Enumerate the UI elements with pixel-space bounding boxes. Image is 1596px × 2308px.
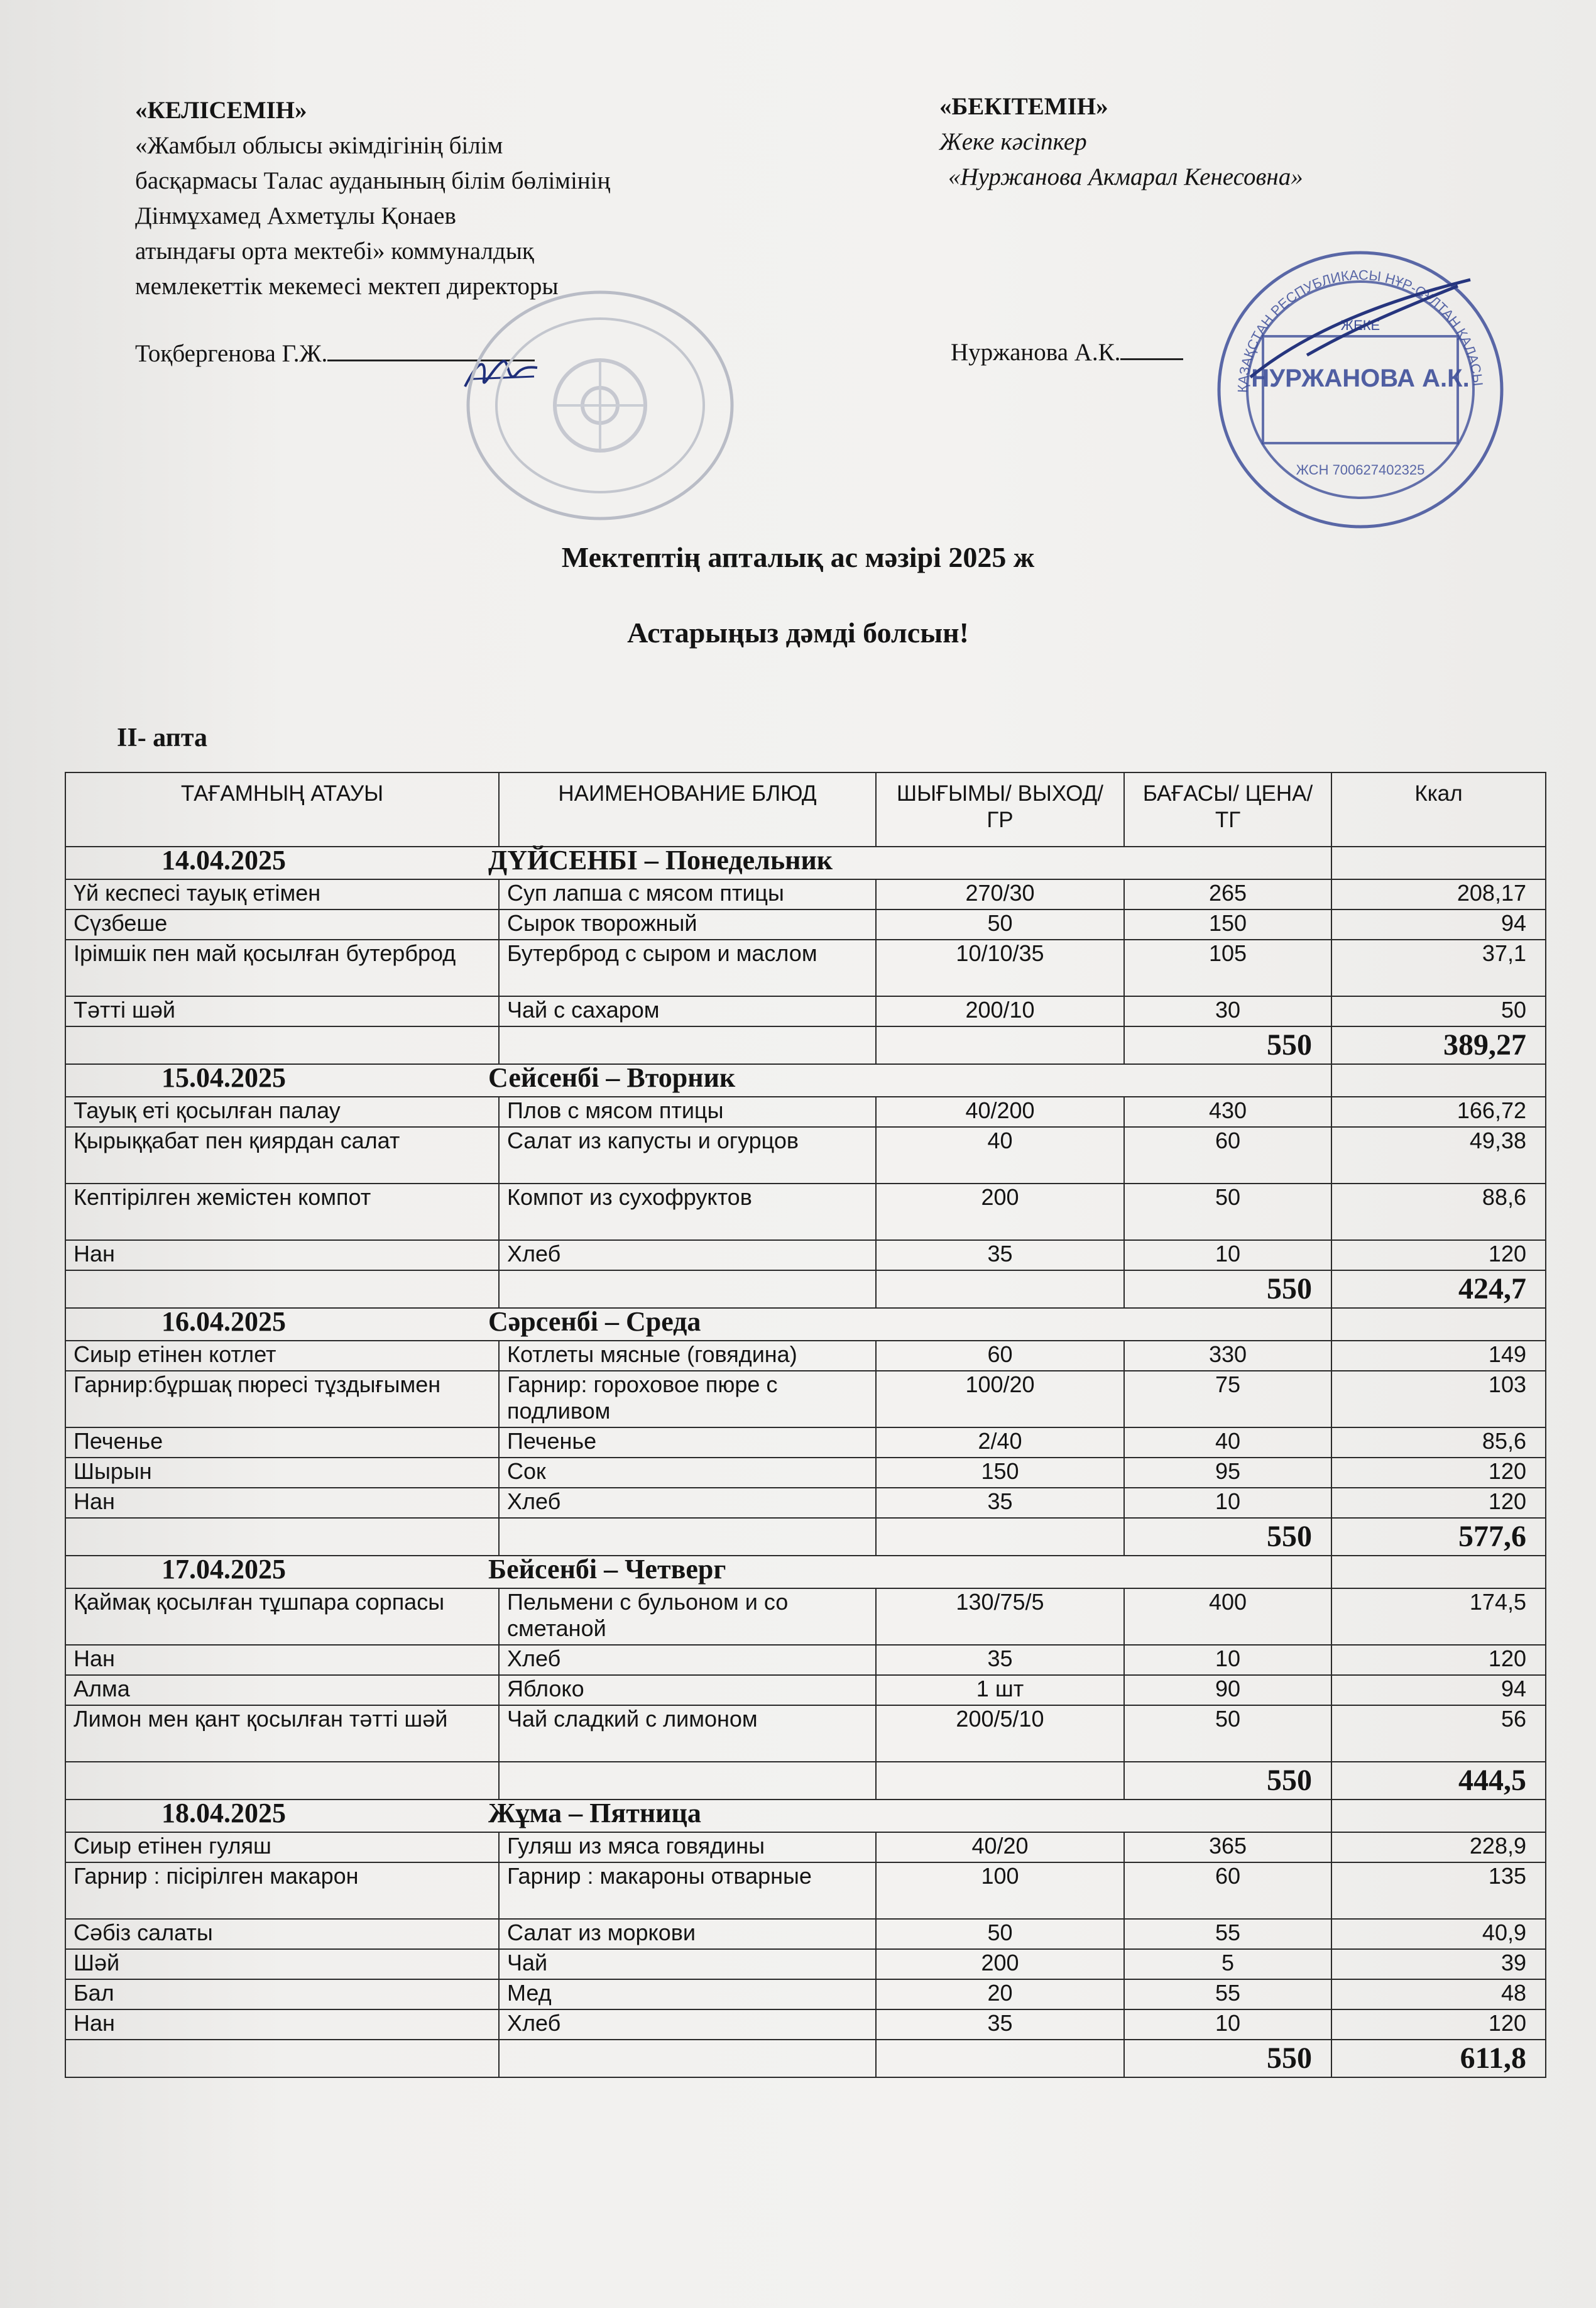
dish-name-kazakh: Тәтті шәй (65, 996, 499, 1026)
price-cell: 105 (1124, 940, 1331, 996)
table-cell (499, 1518, 876, 1556)
table-cell (65, 1270, 499, 1308)
dish-name-kazakh: Нан (65, 1645, 499, 1675)
price-cell: 40 (1124, 1427, 1331, 1458)
table-cell (65, 2040, 499, 2077)
table-cell (1331, 1064, 1546, 1097)
kcal-cell: 49,38 (1331, 1127, 1546, 1184)
price-cell: 10 (1124, 1488, 1331, 1518)
day-header-cell (65, 1556, 1331, 1588)
day-header-cell (65, 1800, 1331, 1832)
price-cell: 330 (1124, 1341, 1331, 1371)
table-row (65, 2009, 1546, 2040)
portion-cell: 40 (876, 1127, 1124, 1184)
kcal-cell: 120 (1331, 2009, 1546, 2040)
day-header-row (65, 1556, 1546, 1588)
portion-cell: 100 (876, 1862, 1124, 1919)
portion-cell: 2/40 (876, 1427, 1124, 1458)
price-cell: 55 (1124, 1919, 1331, 1949)
table-row (65, 879, 1546, 909)
table-row (65, 909, 1546, 940)
table-row (65, 1588, 1546, 1645)
portion-cell: 60 (876, 1341, 1124, 1371)
price-cell: 430 (1124, 1097, 1331, 1127)
table-row (65, 1645, 1546, 1675)
kcal-cell: 94 (1331, 1675, 1546, 1705)
portion-cell: 50 (876, 1919, 1124, 1949)
day-date: 18.04.2025 (161, 1798, 286, 1828)
table-cell (1331, 1308, 1546, 1341)
price-cell: 50 (1124, 1184, 1331, 1240)
week-label: II- апта (117, 723, 207, 752)
kcal-cell: 48 (1331, 1979, 1546, 2009)
price-cell: 10 (1124, 2009, 1331, 2040)
day-header-row (65, 1308, 1546, 1341)
kcal-cell: 135 (1331, 1862, 1546, 1919)
approval-right-line: Жеке кәсіпкер (939, 128, 1087, 155)
dish-name-kazakh: Печенье (65, 1427, 499, 1458)
portion-cell: 200/5/10 (876, 1705, 1124, 1762)
price-cell: 150 (1124, 909, 1331, 940)
column-header: БАҒАСЫ/ ЦЕНА/ТГ (1124, 772, 1331, 847)
table-header-row (65, 772, 1546, 847)
dish-name-kazakh: Бал (65, 1979, 499, 2009)
portion-cell: 10/10/35 (876, 940, 1124, 996)
kcal-cell: 228,9 (1331, 1832, 1546, 1862)
dish-name-russian: Чай с сахаром (499, 996, 876, 1026)
dish-name-russian: Хлеб (499, 2009, 876, 2040)
portion-cell: 200/10 (876, 996, 1124, 1026)
table-row (65, 1862, 1546, 1919)
portion-cell: 40/20 (876, 1832, 1124, 1862)
total-row (65, 1518, 1546, 1556)
price-cell: 10 (1124, 1240, 1331, 1270)
table-row (65, 940, 1546, 996)
dish-name-russian: Пельмени с бульоном и со сметаной (499, 1588, 876, 1645)
table-row (65, 1240, 1546, 1270)
dish-name-kazakh: Кептірілген жемістен компот (65, 1184, 499, 1240)
dish-name-russian: Мед (499, 1979, 876, 2009)
approval-left-line: «Жамбыл облысы әкімдігінің білім (135, 132, 503, 159)
table-row (65, 1979, 1546, 2009)
price-cell: 60 (1124, 1127, 1331, 1184)
table-row (65, 1458, 1546, 1488)
table-row (65, 1371, 1546, 1427)
dish-name-russian: Бутерброд с сыром и маслом (499, 940, 876, 996)
day-name: Сейсенбі – Вторник (488, 1062, 736, 1093)
portion-cell: 35 (876, 1645, 1124, 1675)
column-header: ТАҒАМНЫҢ АТАУЫ (65, 772, 499, 847)
kcal-cell: 37,1 (1331, 940, 1546, 996)
approval-left-heading: «КЕЛІСЕМІН» (135, 97, 307, 124)
price-cell: 75 (1124, 1371, 1331, 1427)
kcal-cell: 40,9 (1331, 1919, 1546, 1949)
dish-name-russian: Гарнир : макароны отварные (499, 1862, 876, 1919)
dish-name-kazakh: Шырын (65, 1458, 499, 1488)
portion-cell: 150 (876, 1458, 1124, 1488)
school-seal (462, 286, 738, 525)
stamp-outer-text: ҚАЗАҚСТАН РЕСПУБЛИКАСЫ НҰР-СҰЛТАН ҚАЛАСЫ (1234, 267, 1486, 393)
day-header-row (65, 1800, 1546, 1832)
column-header: ШЫҒЫМЫ/ ВЫХОД/ГР (876, 772, 1124, 847)
day-header-row (65, 1064, 1546, 1097)
table-cell (65, 1762, 499, 1800)
kcal-cell: 120 (1331, 1240, 1546, 1270)
table-row (65, 996, 1546, 1026)
price-cell: 50 (1124, 1705, 1331, 1762)
table-cell (876, 1026, 1124, 1064)
entrepreneur-stamp (1206, 242, 1514, 537)
day-date: 14.04.2025 (161, 845, 286, 876)
price-cell: 5 (1124, 1949, 1331, 1979)
portion-cell: 50 (876, 909, 1124, 940)
dish-name-kazakh: Гарнир:бұршақ пюресі тұздығымен (65, 1371, 499, 1427)
portion-cell: 35 (876, 1240, 1124, 1270)
price-cell: 265 (1124, 879, 1331, 909)
kcal-cell: 149 (1331, 1341, 1546, 1371)
dish-name-kazakh: Үй кеспесі тауық етімен (65, 879, 499, 909)
dish-name-kazakh: Сәбіз салаты (65, 1919, 499, 1949)
total-price: 550 (1124, 1518, 1331, 1556)
table-row (65, 1127, 1546, 1184)
kcal-cell: 120 (1331, 1458, 1546, 1488)
total-row (65, 1026, 1546, 1064)
dish-name-russian: Хлеб (499, 1240, 876, 1270)
signature-line (1120, 333, 1183, 360)
column-header: Ккал (1331, 772, 1546, 847)
table-cell (65, 1518, 499, 1556)
dish-name-russian: Чай (499, 1949, 876, 1979)
page-subtitle: Астарыңыз дәмді болсын! (627, 617, 969, 649)
total-kcal: 611,8 (1331, 2040, 1546, 2077)
approval-right-signatory: Нуржанова А.К. (951, 339, 1121, 366)
total-kcal: 444,5 (1331, 1762, 1546, 1800)
table-cell (499, 1026, 876, 1064)
kcal-cell: 56 (1331, 1705, 1546, 1762)
dish-name-russian: Сырок творожный (499, 909, 876, 940)
portion-cell: 130/75/5 (876, 1588, 1124, 1645)
dish-name-kazakh: Шәй (65, 1949, 499, 1979)
price-cell: 30 (1124, 996, 1331, 1026)
day-header-cell (65, 847, 1331, 879)
approval-left-line: басқармасы Талас ауданының білім бөлімінің (135, 167, 611, 194)
page-title: Мектептің апталық ас мәзірі 2025 ж (561, 541, 1035, 573)
day-name: Жұма – Пятница (488, 1798, 701, 1828)
menu-body (65, 847, 1546, 2077)
portion-cell: 20 (876, 1979, 1124, 2009)
kcal-cell: 208,17 (1331, 879, 1546, 909)
price-cell: 10 (1124, 1645, 1331, 1675)
table-row (65, 1949, 1546, 1979)
total-row (65, 2040, 1546, 2077)
portion-cell: 1 шт (876, 1675, 1124, 1705)
portion-cell: 270/30 (876, 879, 1124, 909)
dish-name-russian: Хлеб (499, 1488, 876, 1518)
kcal-cell: 103 (1331, 1371, 1546, 1427)
kcal-cell: 94 (1331, 909, 1546, 940)
total-kcal: 389,27 (1331, 1026, 1546, 1064)
day-header-cell (65, 1308, 1331, 1341)
stamp-sub-text: ЖЕКЕ (1340, 317, 1380, 333)
dish-name-kazakh: Нан (65, 2009, 499, 2040)
day-date: 16.04.2025 (161, 1306, 286, 1337)
day-date: 15.04.2025 (161, 1062, 286, 1093)
menu-table (65, 772, 1546, 2078)
price-cell: 400 (1124, 1588, 1331, 1645)
table-cell (1331, 1800, 1546, 1832)
table-row (65, 1184, 1546, 1240)
dish-name-kazakh: Сиыр етінен котлет (65, 1341, 499, 1371)
portion-cell: 100/20 (876, 1371, 1124, 1427)
total-kcal: 577,6 (1331, 1518, 1546, 1556)
kcal-cell: 174,5 (1331, 1588, 1546, 1645)
table-row (65, 1832, 1546, 1862)
table-row (65, 1427, 1546, 1458)
table-cell (876, 1270, 1124, 1308)
table-cell (65, 1026, 499, 1064)
kcal-cell: 39 (1331, 1949, 1546, 1979)
approval-left-line: атындағы орта мектебі» коммуналдық (135, 238, 534, 265)
dish-name-russian: Котлеты мясные (говядина) (499, 1341, 876, 1371)
total-price: 550 (1124, 1762, 1331, 1800)
kcal-cell: 50 (1331, 996, 1546, 1026)
table-cell (876, 1518, 1124, 1556)
kcal-cell: 120 (1331, 1488, 1546, 1518)
dish-name-russian: Салат из капусты и огурцов (499, 1127, 876, 1184)
portion-cell: 35 (876, 2009, 1124, 2040)
table-row (65, 1097, 1546, 1127)
column-header: НАИМЕНОВАНИЕ БЛЮД (499, 772, 876, 847)
table-row (65, 1705, 1546, 1762)
dish-name-kazakh: Гарнир : пісірілген макарон (65, 1862, 499, 1919)
dish-name-russian: Суп лапша с мясом птицы (499, 879, 876, 909)
dish-name-russian: Плов с мясом птицы (499, 1097, 876, 1127)
table-cell (1331, 847, 1546, 879)
kcal-cell: 166,72 (1331, 1097, 1546, 1127)
portion-cell: 35 (876, 1488, 1124, 1518)
table-cell (876, 2040, 1124, 2077)
stamp-center-text: НУРЖАНОВА А.К. (1251, 365, 1470, 392)
price-cell: 365 (1124, 1832, 1331, 1862)
day-header-row (65, 847, 1546, 879)
table-cell (499, 1762, 876, 1800)
dish-name-russian: Гуляш из мяса говядины (499, 1832, 876, 1862)
day-header-cell (65, 1064, 1331, 1097)
dish-name-kazakh: Лимон мен қант қосылған тәтті шәй (65, 1705, 499, 1762)
price-cell: 55 (1124, 1979, 1331, 2009)
portion-cell: 200 (876, 1949, 1124, 1979)
approval-left-line: Дінмұхамед Ахметұлы Қонаев (135, 202, 456, 229)
dish-name-russian: Сок (499, 1458, 876, 1488)
dish-name-russian: Компот из сухофруктов (499, 1184, 876, 1240)
dish-name-kazakh: Қаймақ қосылған тұшпара сорпасы (65, 1588, 499, 1645)
stamp-iin: ЖСН 700627402325 (1296, 462, 1425, 478)
kcal-cell: 120 (1331, 1645, 1546, 1675)
table-cell (499, 1270, 876, 1308)
dish-name-russian: Печенье (499, 1427, 876, 1458)
dish-name-kazakh: Ірімшік пен май қосылған бутерброд (65, 940, 499, 996)
dish-name-kazakh: Тауық еті қосылған палау (65, 1097, 499, 1127)
day-name: ДҮЙСЕНБІ – Понедельник (488, 845, 833, 876)
portion-cell: 40/200 (876, 1097, 1124, 1127)
table-row (65, 1919, 1546, 1949)
total-price: 550 (1124, 2040, 1331, 2077)
dish-name-kazakh: Нан (65, 1240, 499, 1270)
price-cell: 60 (1124, 1862, 1331, 1919)
dish-name-russian: Яблоко (499, 1675, 876, 1705)
dish-name-kazakh: Қырыққабат пен қиярдан салат (65, 1127, 499, 1184)
total-price: 550 (1124, 1270, 1331, 1308)
table-cell (499, 2040, 876, 2077)
day-name: Бейсенбі – Четверг (488, 1554, 726, 1585)
price-cell: 90 (1124, 1675, 1331, 1705)
total-row (65, 1270, 1546, 1308)
dish-name-kazakh: Сүзбеше (65, 909, 499, 940)
day-name: Сәрсенбі – Среда (488, 1306, 701, 1337)
dish-name-russian: Салат из моркови (499, 1919, 876, 1949)
dish-name-russian: Хлеб (499, 1645, 876, 1675)
total-row (65, 1762, 1546, 1800)
dish-name-kazakh: Сиыр етінен гуляш (65, 1832, 499, 1862)
table-cell (1331, 1556, 1546, 1588)
day-date: 17.04.2025 (161, 1554, 286, 1585)
dish-name-kazakh: Алма (65, 1675, 499, 1705)
table-row (65, 1488, 1546, 1518)
total-price: 550 (1124, 1026, 1331, 1064)
table-row (65, 1675, 1546, 1705)
kcal-cell: 85,6 (1331, 1427, 1546, 1458)
table-row (65, 1341, 1546, 1371)
table-cell (876, 1762, 1124, 1800)
dish-name-kazakh: Нан (65, 1488, 499, 1518)
approval-left-line: мемлекеттік мекемесі мектеп директоры (135, 273, 559, 300)
approval-left-signatory: Тоқбергенова Г.Ж. (135, 340, 328, 367)
dish-name-russian: Чай сладкий с лимоном (499, 1705, 876, 1762)
portion-cell: 200 (876, 1184, 1124, 1240)
price-cell: 95 (1124, 1458, 1331, 1488)
total-kcal: 424,7 (1331, 1270, 1546, 1308)
kcal-cell: 88,6 (1331, 1184, 1546, 1240)
dish-name-russian: Гарнир: гороховое пюре с подливом (499, 1371, 876, 1427)
approval-right-heading: «БЕКІТЕМІН» (939, 93, 1108, 120)
approval-right-line: «Нуржанова Акмарал Кенесовна» (948, 163, 1303, 190)
